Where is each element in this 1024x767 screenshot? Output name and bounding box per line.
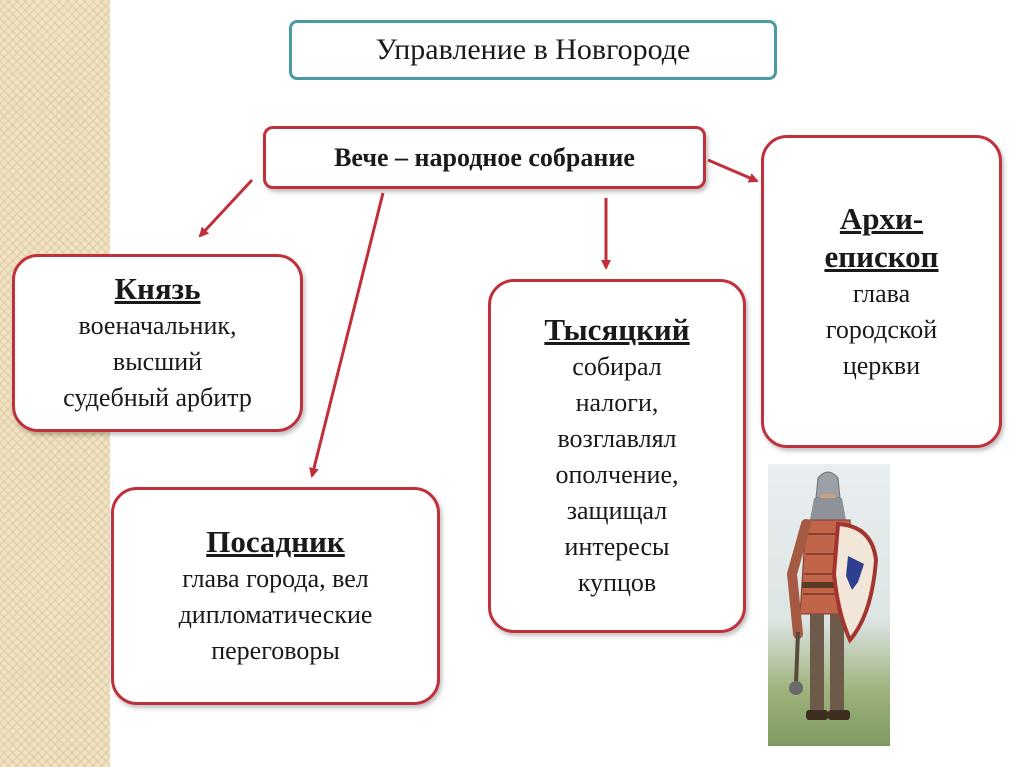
tysyatsky-box xyxy=(488,279,746,633)
archbishop-line: церкви xyxy=(842,350,921,380)
veche-label: Вече – народное собрание xyxy=(334,142,635,172)
posadnik-line: переговоры xyxy=(211,636,340,665)
archbishop-line: глава xyxy=(852,278,911,308)
tysyatsky-line: защищал xyxy=(566,496,668,525)
tysyatsky-line: купцов xyxy=(577,568,657,597)
posadnik-heading: Посадник xyxy=(206,524,345,559)
archbishop-heading-line: Архи- xyxy=(839,200,924,236)
posadnik-box xyxy=(111,487,440,705)
posadnik-line: дипломатические xyxy=(178,600,373,629)
tysyatsky-line: интересы xyxy=(564,532,670,561)
posadnik-description xyxy=(179,561,373,669)
veche-box xyxy=(263,126,706,189)
tysyatsky-heading: Тысяцкий xyxy=(544,312,690,347)
tysyatsky-line: возглавлял xyxy=(557,424,677,453)
tysyatsky-line: ополчение, xyxy=(555,460,679,489)
knyaz-line: военачальник, xyxy=(78,311,237,340)
tysyatsky-line: налоги, xyxy=(575,388,659,417)
knyaz-heading: Князь xyxy=(114,271,201,306)
arrow-to-knyaz xyxy=(200,180,252,236)
knyaz-description xyxy=(63,308,252,416)
archbishop-line: городской xyxy=(825,314,938,344)
posadnik-line: глава города, вел xyxy=(182,564,369,593)
knight-figure xyxy=(768,464,890,746)
arrow-to-archbishop xyxy=(708,160,757,181)
knyaz-box xyxy=(12,254,303,432)
archbishop-heading-line: епископ xyxy=(824,238,939,274)
archbishop-box xyxy=(761,135,1002,448)
archbishop-heading xyxy=(824,200,938,276)
tysyatsky-description xyxy=(555,349,678,601)
knyaz-line: судебный арбитр xyxy=(63,383,252,412)
tysyatsky-line: собирал xyxy=(572,352,662,381)
knight-illustration xyxy=(768,464,890,746)
knyaz-line: высший xyxy=(112,347,203,376)
arrow-to-posadnik xyxy=(312,193,383,476)
archbishop-description xyxy=(826,276,937,384)
page-title-text: Управление в Новгороде xyxy=(375,33,691,66)
page-title xyxy=(289,20,777,80)
